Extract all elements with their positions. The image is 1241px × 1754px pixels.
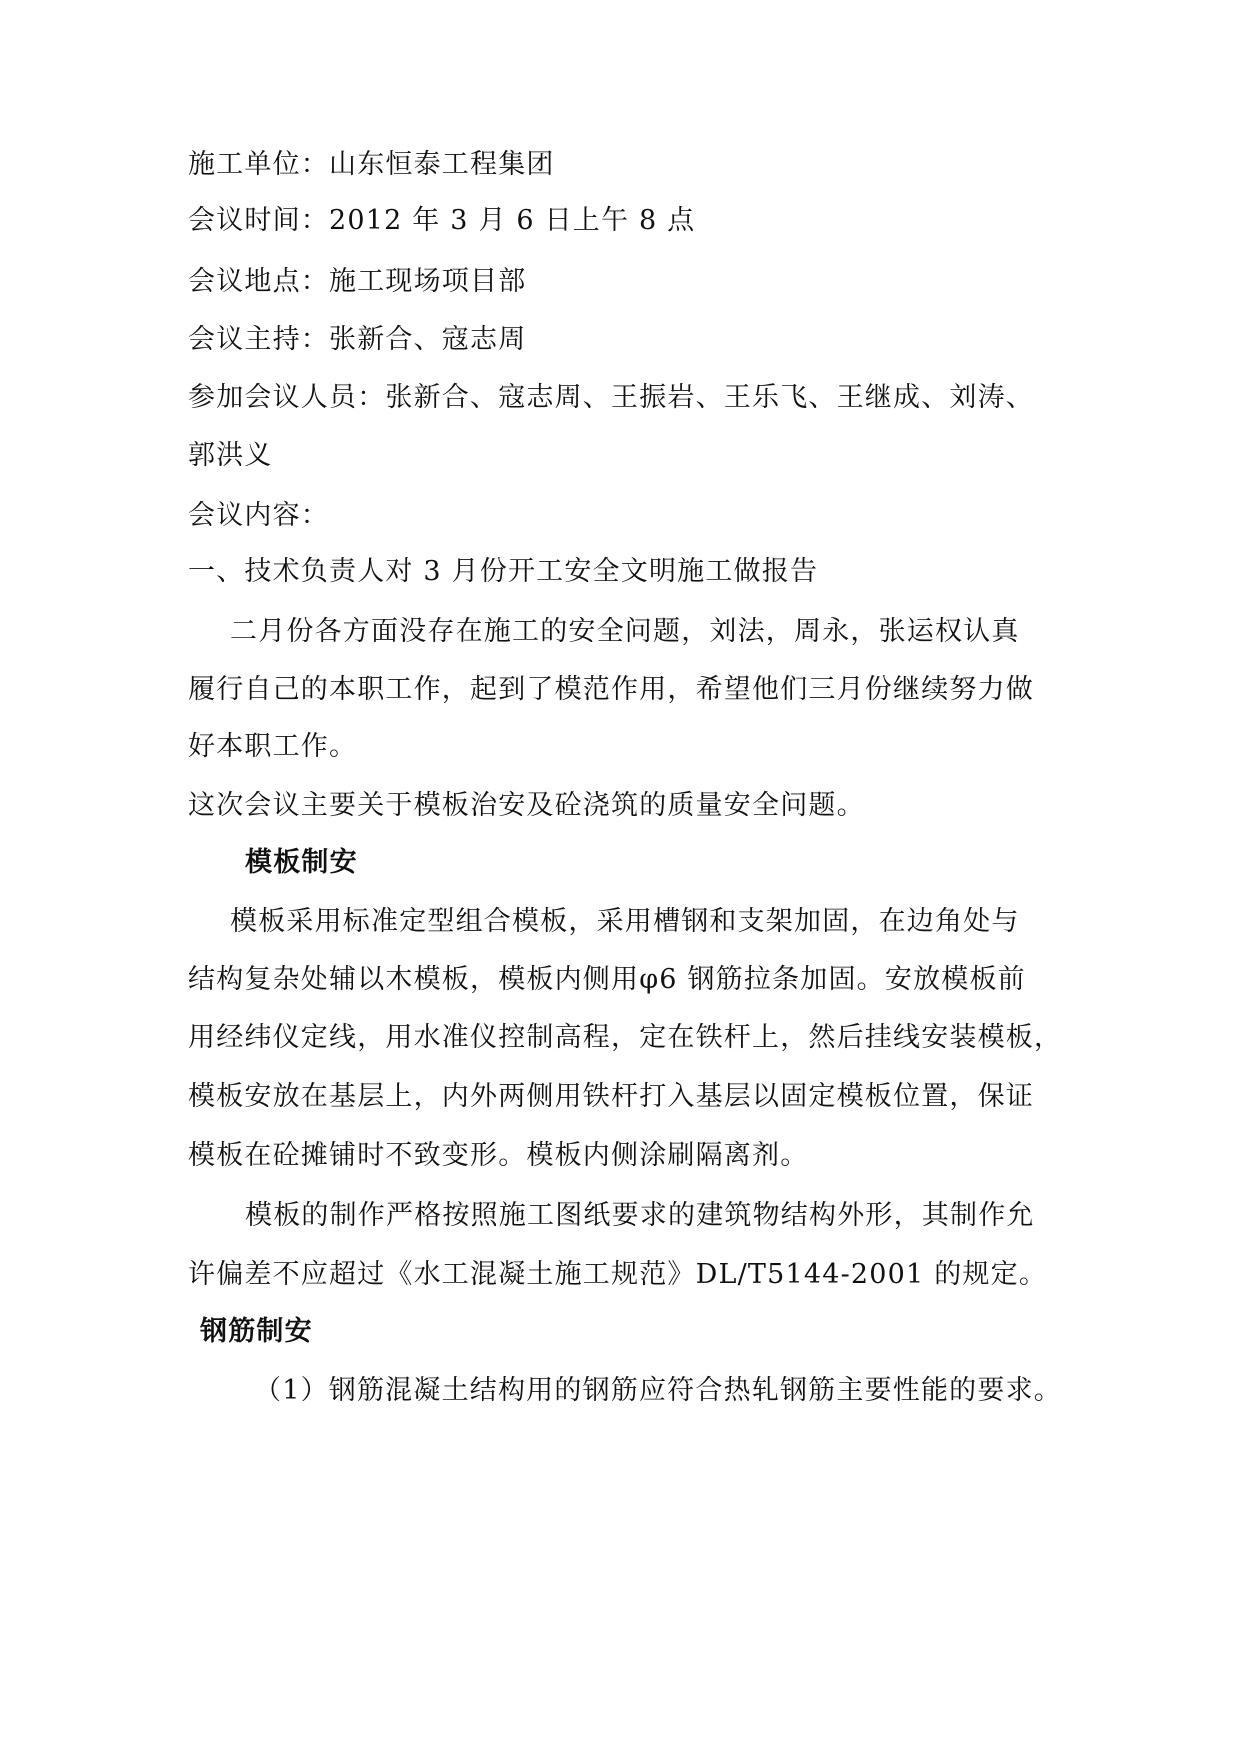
formwork-heading: 模板制安 <box>245 847 358 878</box>
construction-unit-line: 施工单位：山东恒泰工程集团 <box>188 149 555 180</box>
body-paragraph: 模板的制作严格按照施工图纸要求的建筑物结构外形，其制作允 <box>245 1200 1035 1231</box>
meeting-topic-line: 这次会议主要关于模板治安及砼浇筑的质量安全问题。 <box>188 790 865 821</box>
meeting-host-line: 会议主持：张新合、寇志周 <box>188 324 527 355</box>
body-paragraph: 模板安放在基层上，内外两侧用铁杆打入基层以固定模板位置，保证 <box>188 1081 1034 1112</box>
rebar-item-1: （1）钢筋混凝土结构用的钢筋应符合热轧钢筋主要性能的要求。 <box>254 1375 1062 1406</box>
body-paragraph: 模板在砼摊铺时不致变形。模板内侧涂刷隔离剂。 <box>188 1140 809 1171</box>
meeting-content-label: 会议内容： <box>188 500 329 531</box>
meeting-time-line: 会议时间：2012 年 3 月 6 日上午 8 点 <box>188 205 696 236</box>
attendees-line: 参加会议人员：张新合、寇志周、王振岩、王乐飞、王继成、刘涛、 <box>188 382 1034 413</box>
rebar-heading: 钢筋制安 <box>200 1316 313 1347</box>
meeting-location-line: 会议地点：施工现场项目部 <box>188 266 527 297</box>
section-one-heading: 一、技术负责人对 3 月份开工安全文明施工做报告 <box>188 556 819 587</box>
body-paragraph: 用经纬仪定线，用水准仪控制高程，定在铁杆上，然后挂线安装模板， <box>188 1022 1063 1053</box>
body-paragraph: 结构复杂处辅以木模板，模板内侧用φ6 钢筋拉条加固。安放模板前 <box>188 964 1026 995</box>
body-paragraph: 许偏差不应超过《水工混凝土施工规范》DL/T5144-2001 的规定。 <box>188 1259 1048 1290</box>
body-paragraph: 模板采用标准定型组合模板，采用槽钢和支架加固，在边角处与 <box>230 906 1020 937</box>
attendees-line-continued: 郭洪义 <box>188 440 273 471</box>
body-paragraph: 履行自己的本职工作，起到了模范作用，希望他们三月份继续努力做 <box>188 674 1034 705</box>
body-paragraph: 好本职工作。 <box>188 731 358 762</box>
body-paragraph: 二月份各方面没存在施工的安全问题，刘法，周永，张运权认真 <box>230 616 1020 647</box>
